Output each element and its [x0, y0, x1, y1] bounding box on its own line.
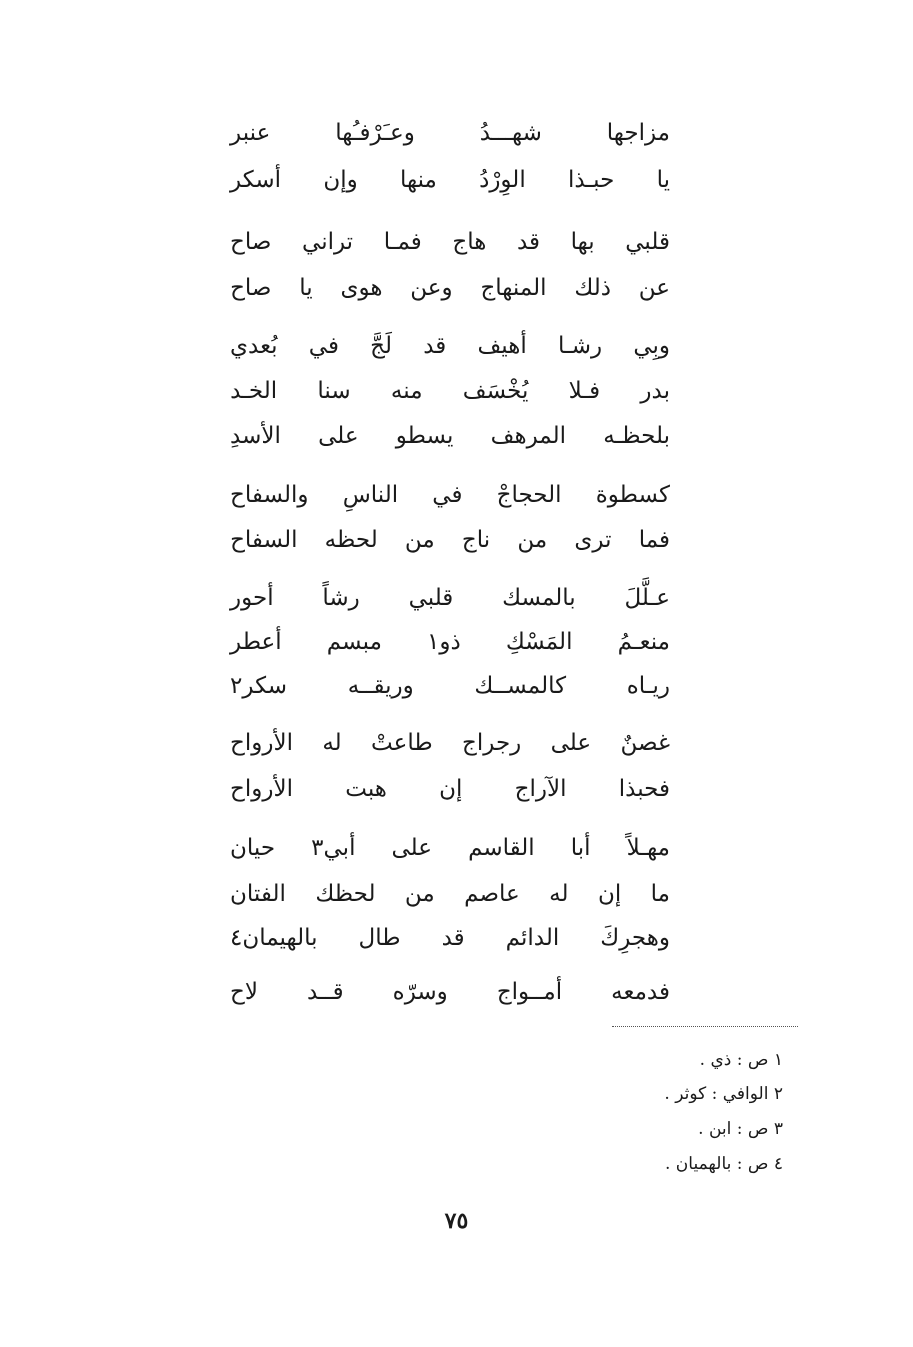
verse-word: رشـا	[557, 333, 603, 359]
verse-word: حيان	[230, 835, 276, 861]
verse-word: الخـد	[230, 378, 278, 404]
verse-word: منها	[399, 167, 437, 193]
verse-line	[230, 918, 670, 958]
verse-word: وسرّه	[392, 979, 448, 1005]
verse-word: قــد	[307, 979, 344, 1005]
verse-word: على	[550, 730, 592, 756]
verse-word: له	[549, 881, 569, 907]
verse-word: إن	[597, 881, 622, 907]
verse-word: صاح	[230, 229, 272, 255]
verse-word: أمــواج	[496, 979, 563, 1005]
verse-word: المرهف	[490, 423, 566, 449]
verse-word: فـلا	[568, 378, 601, 404]
verse-word: بها	[570, 229, 595, 255]
verse-word: كالمســك	[474, 673, 567, 699]
verse-word: في	[308, 333, 339, 359]
verse-word: المَسْكِ	[505, 629, 573, 655]
verse-word: سكر٢	[230, 673, 288, 699]
verse-word: مبسم	[326, 629, 382, 655]
verse-line	[230, 622, 670, 662]
verse-word: الفتان	[230, 881, 286, 907]
verse-word: وريقــه	[347, 673, 414, 699]
verse-word: ذلك	[574, 275, 611, 301]
verse-line	[230, 326, 670, 366]
verse-word: بالمسك	[502, 585, 576, 611]
verse-line	[230, 371, 670, 411]
footnote: ٤ ص : بالهميان .	[665, 1154, 783, 1174]
verse-word: أبا	[570, 835, 591, 861]
footnote-separator	[612, 1026, 798, 1027]
verse-line	[230, 769, 670, 809]
verse-word: قد	[441, 925, 465, 951]
verse-word: لَجَّ	[370, 333, 393, 359]
verse-word: طاعتْ	[371, 730, 433, 756]
verse-word: تراني	[302, 229, 354, 255]
footnote: ١ ص : ذي .	[699, 1050, 783, 1070]
verse-word: كسطوة	[595, 482, 670, 508]
verse-word: الأرواح	[230, 730, 293, 756]
verse-line	[230, 828, 670, 868]
verse-word: الوِرْدُ	[479, 167, 526, 193]
verse-word: منه	[390, 378, 423, 404]
verse-word: الأسدِ	[230, 423, 281, 449]
verse-word: لاح	[230, 979, 258, 1005]
verse-word: يسطو	[395, 423, 454, 449]
verse-word: الناسِ	[342, 482, 399, 508]
verse-word: لحظه	[324, 527, 378, 553]
verse-line	[230, 113, 670, 153]
verse-word: عنبر	[230, 120, 271, 146]
verse-line	[230, 475, 670, 515]
verse-word: ناج	[461, 527, 491, 553]
verse-word: السفاح	[230, 527, 298, 553]
verse-word: الأرواح	[230, 776, 294, 802]
verse-word: عاصم	[464, 881, 520, 907]
verse-word: والسفاح	[230, 482, 309, 508]
verse-word: هوى	[340, 275, 383, 301]
verse-word: أسكر	[230, 167, 282, 193]
verse-word: وعـَرْفـُها	[335, 120, 415, 146]
verse-word: رشاً	[322, 585, 360, 611]
verse-word: صاح	[230, 275, 272, 301]
verse-word: يا	[299, 275, 313, 301]
verse-word: قلبي	[408, 585, 454, 611]
page-number: ٧٥	[444, 1208, 469, 1234]
verse-word: بلحظـه	[603, 423, 670, 449]
verse-line	[230, 578, 670, 618]
verse-word: من	[517, 527, 548, 553]
verse-word: بُعدي	[230, 333, 278, 359]
verse-line	[230, 874, 670, 914]
verse-word: أبي٣	[311, 835, 356, 861]
verse-word: عـلَّلَ	[624, 585, 670, 611]
footnote: ٢ الوافي : كوثر .	[664, 1084, 783, 1104]
footnote: ٣ ص : ابن .	[698, 1119, 783, 1139]
verse-word: مزاجها	[606, 120, 670, 146]
verse-line	[230, 222, 670, 262]
verse-line	[230, 666, 670, 706]
verse-word: أهيف	[477, 333, 527, 359]
verse-word: يُخْسَف	[462, 378, 529, 404]
verse-word: غصنٌ	[620, 730, 670, 756]
verse-word: لحظك	[315, 881, 376, 907]
verse-word: بالهيمان٤	[230, 925, 318, 951]
verse-word: سنا	[317, 378, 351, 404]
verse-word: بدر	[640, 378, 670, 404]
verse-word: في	[432, 482, 463, 508]
verse-word: فحبذا	[618, 776, 670, 802]
verse-word: هبت	[345, 776, 387, 802]
verse-word: حبـذا	[567, 167, 615, 193]
verse-word: ريـاه	[626, 673, 670, 699]
verse-word: شهـــدُ	[479, 120, 542, 146]
verse-word: فدمعه	[611, 979, 670, 1005]
verse-line	[230, 268, 670, 308]
verse-line	[230, 520, 670, 560]
verse-word: من	[404, 527, 435, 553]
verse-word: المنهاج	[480, 275, 547, 301]
verse-word: هاج	[452, 229, 487, 255]
verse-line	[230, 972, 670, 1012]
verse-word: وعن	[410, 275, 453, 301]
verse-word: إن	[439, 776, 463, 802]
verse-word: له	[322, 730, 342, 756]
verse-word: طال	[358, 925, 401, 951]
verse-word: قد	[423, 333, 447, 359]
verse-word: يا	[656, 167, 670, 193]
verse-word: وهجرِكَ	[600, 925, 670, 951]
verse-word: أحور	[230, 585, 274, 611]
verse-word: قد	[516, 229, 541, 255]
verse-word: أعطر	[230, 629, 282, 655]
verse-word: على	[318, 423, 359, 449]
verse-line	[230, 160, 670, 200]
verse-word: منعـمُ	[617, 629, 670, 655]
verse-line	[230, 416, 670, 456]
verse-word: ترى	[574, 527, 612, 553]
verse-line	[230, 723, 670, 763]
verse-word: الآراج	[514, 776, 567, 802]
verse-word: على	[391, 835, 433, 861]
verse-word: فمـا	[383, 229, 422, 255]
verse-word: وإن	[323, 167, 358, 193]
verse-word: مهـلاً	[626, 835, 670, 861]
verse-word: وبِي	[633, 333, 670, 359]
verse-word: القاسم	[468, 835, 535, 861]
verse-word: ما	[650, 881, 670, 907]
verse-word: رجراج	[462, 730, 522, 756]
verse-word: الدائم	[505, 925, 560, 951]
verse-word: من	[404, 881, 435, 907]
verse-word: فما	[638, 527, 670, 553]
verse-word: الحجاجْ	[496, 482, 562, 508]
verse-word: عن	[638, 275, 670, 301]
verse-word: ذو١	[427, 629, 461, 655]
verse-word: قلبي	[625, 229, 670, 255]
